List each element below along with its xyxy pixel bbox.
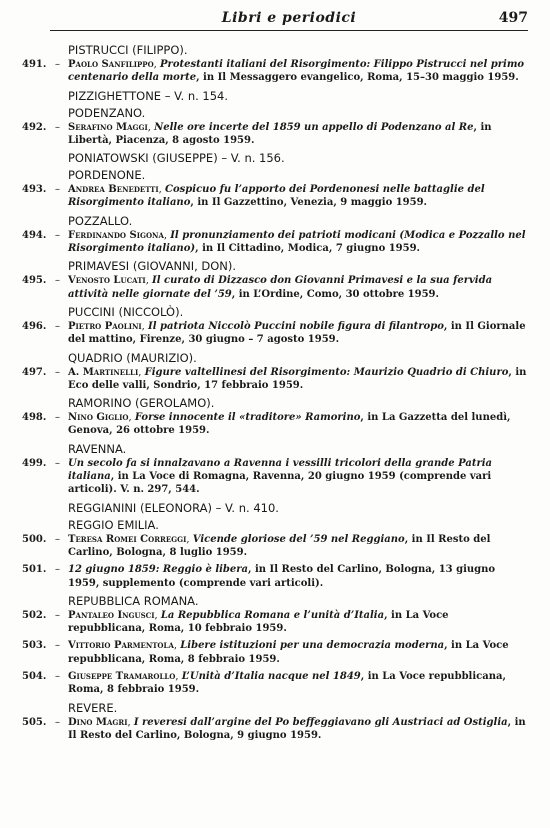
entry-publication: , in La Gazzetta del lunedì, Genova, 26 ottobre 1959.	[68, 412, 511, 437]
entry-dash: –	[55, 716, 60, 728]
entry-text: Pantaleo Ingusci, La Repubblica Romana e l’unità d’Italia, in La Voce repubblicana, Roma, 10 febbraio 1959.	[68, 609, 449, 635]
subject-heading: REVERE.	[68, 700, 118, 715]
subject-heading: REGGIO EMILIA.	[68, 517, 159, 532]
entry-dash: –	[55, 640, 60, 652]
entry-title: Il curato di Dizzasco don Giovanni Primavesi e la sua fervida attività nelle giornate del ’59	[68, 275, 493, 300]
entry-text	[68, 563, 528, 590]
subject-heading: REGGIANINI (ELEONORA) – V. n. 410.	[68, 500, 279, 515]
entry-number: 505.	[22, 716, 47, 728]
entry-title: Vicende gloriose del ’59 nel Reggiano	[192, 533, 405, 545]
bibliography-entry	[22, 274, 528, 301]
entry-author: Pantaleo Ingusci	[68, 609, 155, 621]
entry-text: A. Martinelli, Figure valtellinesi del Risorgimento: Maurizio Quadrio di Chiuro, in Eco delle valli, Sondrio, 17 febbraio 1959.	[68, 366, 527, 391]
entry-author: Giuseppe Tramarollo	[68, 671, 176, 683]
entry-dash: –	[55, 59, 60, 70]
entry-title: Un secolo fa si innalzavano a Ravenna i vessilli tricolori della grande Patria italiana	[68, 457, 492, 483]
entry-text: Venosto Lucati, Il curato di Dizzasco don Giovanni Primavesi e la sua fervida attività nelle giornate del ’59, in L’Ordine, Como, 30 ottobre 1959.	[68, 275, 493, 300]
entry-publication: , in La Voce di Romagna, Ravenna, 20 giugno 1959 (comprende vari articoli). V. n. 297, 544.	[68, 471, 492, 496]
entry-number: 503.	[22, 640, 47, 652]
entry-publication: , in Il Gazzettino, Venezia, 9 maggio 1959.	[190, 197, 428, 209]
entry-title: Forse innocente il «traditore» Ramorino	[134, 412, 361, 424]
bibliography-entry	[22, 366, 528, 393]
subject-heading: PORDENONE.	[68, 168, 146, 183]
bibliography-entry	[22, 183, 528, 210]
entry-text: Andrea Benedetti, Cospicuo fu l’apporto dei Pordenonesi nelle battaglie del Risorgimento italiano, in Il Gazzettino, Venezia, 9 maggio 1959.	[68, 184, 485, 209]
entry-author: Paolo Sanfilippo	[68, 59, 154, 70]
subject-heading: PISTRUCCI (FILIPPO).	[68, 43, 188, 57]
entry-number: 502.	[22, 609, 47, 621]
subject-heading: PUCCINI (NICCOLÒ).	[68, 304, 184, 319]
section-title: Libri e periodici	[221, 10, 357, 26]
entry-publication: , in Il Resto del Carlino, Bologna, 8 luglio 1959.	[68, 533, 491, 558]
entry-publication: , in L’Ordine, Como, 30 ottobre 1959.	[231, 288, 439, 300]
entry-text: Serafino Maggi, Nelle ore incerte del 1859 un appello di Podenzano al Re, in Libertà, Piacenza, 8 agosto 1959.	[68, 121, 492, 146]
entry-author: Dino Magri	[68, 716, 128, 728]
entry-publication: , in Eco delle valli, Sondrio, 17 febbraio 1959.	[68, 366, 527, 391]
entry-author: A. Martinelli	[68, 366, 139, 378]
entry-text: Dino Magri, I reveresi dall’argine del Po beffeggiavano gli Austriaci ad Ostiglia, in Il Resto del Carlino, Bologna, 9 giugno 1959.	[68, 716, 526, 741]
subject-heading: QUADRIO (MAURIZIO).	[68, 350, 197, 365]
entry-author: Ferdinando Sigona	[68, 229, 164, 241]
entry-publication: , in Libertà, Piacenza, 8 agosto 1959.	[68, 121, 492, 146]
entry-dash: –	[55, 229, 60, 241]
entry-text: Vittorio Parmentola, Libere istituzioni per una democrazia moderna, in La Voce repubblicana, Roma, 8 febbraio 1959.	[68, 640, 509, 665]
entry-dash: –	[55, 184, 60, 196]
entry-number: 501.	[22, 564, 47, 576]
subject-heading: RAVENNA.	[68, 441, 127, 456]
entry-title: L’Unità d’Italia nacque nel 1849	[181, 671, 361, 683]
entry-title: Protestanti italiani del Risorgimento: Filippo Pistrucci nel primo centenario della morte	[68, 59, 525, 84]
entry-author: Andrea Benedetti	[68, 184, 159, 196]
entry-title: Libere istituzioni per una democrazia moderna	[180, 640, 445, 652]
entry-text: Paolo Sanfilippo, Protestanti italiani del Risorgimento: Filippo Pistrucci nel primo centenario della morte, in Il Messaggero evangelico, Roma, 15–30 maggio 1959.	[68, 59, 525, 84]
bibliography-entry	[22, 320, 528, 347]
entry-author: Pietro Paolini	[68, 320, 142, 332]
entry-publication: , in Il Messaggero evangelico, Roma, 15–30 maggio 1959.	[196, 72, 519, 84]
entry-number: 494.	[22, 229, 47, 241]
entry-dash: –	[55, 609, 60, 621]
entry-text: Teresa Romei Correggi, Vicende gloriose del ’59 nel Reggiano, in Il Resto del Carlino, Bologna, 8 luglio 1959.	[68, 533, 491, 558]
subject-heading: PONIATOWSKI (GIUSEPPE) – V. n. 156.	[68, 151, 285, 166]
entry-publication: , in Il Resto del Carlino, Bologna, 13 giugno 1959, supplemento (comprende vari articoli).	[68, 564, 496, 589]
entry-author: Vittorio Parmentola	[68, 640, 174, 652]
entry-publication: , in La Voce repubblicana, Roma, 8 febbraio 1959.	[68, 640, 509, 665]
entry-dash: –	[55, 121, 60, 133]
bibliography-entry	[22, 58, 528, 85]
entry-text: Ferdinando Sigona, Il pronunziamento dei patrioti modicani (Modica e Pozzallo nel Risorgimento italiano), in Il Cittadino, Modica, 7 giugno 1959.	[68, 229, 526, 255]
entry-number: 499.	[22, 457, 47, 469]
subject-heading: POZZALLO.	[68, 213, 133, 228]
entry-number: 500.	[22, 533, 47, 545]
entry-title: Figure valtellinesi del Risorgimento: Maurizio Quadrio di Chiuro	[144, 366, 509, 378]
entry-publication: , in Il Cittadino, Modica, 7 giugno 1959.	[195, 243, 421, 255]
entry-number: 504.	[22, 671, 47, 683]
entry-text: Nino Giglio, Forse innocente il «traditore» Ramorino, in La Gazzetta del lunedì, Genova, 26 ottobre 1959.	[68, 412, 511, 437]
entry-number: 498.	[22, 412, 47, 424]
bibliography-entry	[22, 639, 528, 666]
entry-publication: , in Il Giornale del mattino, Firenze, 30 giugno – 7 agosto 1959.	[68, 320, 526, 346]
subject-heading: PODENZANO.	[68, 105, 146, 120]
bibliography-entry	[22, 716, 528, 743]
bibliography-entry	[22, 533, 528, 560]
bibliography-entry	[22, 121, 528, 148]
subject-heading: PIZZIGHETTONE – V. n. 154.	[68, 88, 229, 103]
bibliography-entry	[22, 229, 528, 256]
entry-dash: –	[55, 671, 60, 683]
entry-author: Teresa Romei Correggi	[68, 533, 187, 545]
entry-text	[68, 457, 528, 497]
entry-title: Nelle ore incerte del 1859 un appello di Podenzano al Re	[154, 121, 474, 133]
entry-text: Pietro Paolini, Il patriota Niccolò Puccini nobile figura di filantropo, in Il Giornale del mattino, Firenze, 30 giugno – 7 agosto 1959.	[68, 320, 526, 346]
entry-number: 495.	[22, 275, 47, 287]
entry-number: 496.	[22, 320, 47, 332]
entry-dash: –	[55, 275, 60, 287]
bibliography-entry	[22, 457, 528, 497]
bibliography-list	[22, 43, 528, 742]
entry-author: Serafino Maggi	[68, 121, 148, 133]
bibliography-entry	[22, 563, 528, 590]
entry-publication: , in La Voce repubblicana, Roma, 8 febbraio 1959.	[68, 671, 506, 696]
page-number: 497	[498, 10, 528, 26]
entry-title: 12 giugno 1859: Reggio è libera	[68, 564, 249, 576]
subject-heading: PRIMAVESI (GIOVANNI, DON).	[68, 259, 237, 274]
bibliography-entry	[22, 670, 528, 697]
entry-dash: –	[55, 320, 60, 332]
entry-dash: –	[55, 533, 60, 545]
entry-dash: –	[55, 412, 60, 424]
entry-author: Venosto Lucati	[68, 275, 146, 287]
subject-heading: RAMORINO (GEROLAMO).	[68, 396, 215, 411]
entry-title: La Repubblica Romana e l’unità d’Italia	[160, 609, 385, 621]
entry-number: 493.	[22, 184, 47, 196]
entry-dash: –	[55, 366, 60, 378]
entry-text: Giuseppe Tramarollo, L’Unità d’Italia nacque nel 1849, in La Voce repubblicana, Roma, 8 febbraio 1959.	[68, 671, 506, 696]
entry-publication: , in Il Resto del Carlino, Bologna, 9 giugno 1959.	[68, 716, 526, 741]
subject-heading: REPUBBLICA ROMANA.	[68, 593, 199, 608]
entry-title: Cospicuo fu l’apporto dei Pordenonesi nelle battaglie del Risorgimento italiano	[68, 184, 485, 209]
entry-author: Nino Giglio	[68, 412, 129, 424]
entry-publication: , in La Voce repubblicana, Roma, 10 febbraio 1959.	[68, 609, 449, 635]
entry-dash: –	[55, 564, 60, 576]
entry-title: Il pronunziamento dei patrioti modicani (Modica e Pozzallo nel Risorgimento italiano)	[68, 229, 526, 255]
bibliography-entry	[22, 411, 528, 438]
entry-dash: –	[55, 457, 60, 469]
running-header	[50, 6, 528, 31]
bibliography-entry	[22, 609, 528, 636]
entry-number: 492.	[22, 121, 47, 133]
entry-number: 497.	[22, 366, 47, 378]
entry-title: I reveresi dall’argine del Po beffeggiavano gli Austriaci ad Ostiglia	[133, 716, 508, 728]
entry-title: Il patriota Niccolò Puccini nobile figura di filantropo	[148, 320, 444, 332]
entry-number: 491.	[22, 59, 47, 70]
